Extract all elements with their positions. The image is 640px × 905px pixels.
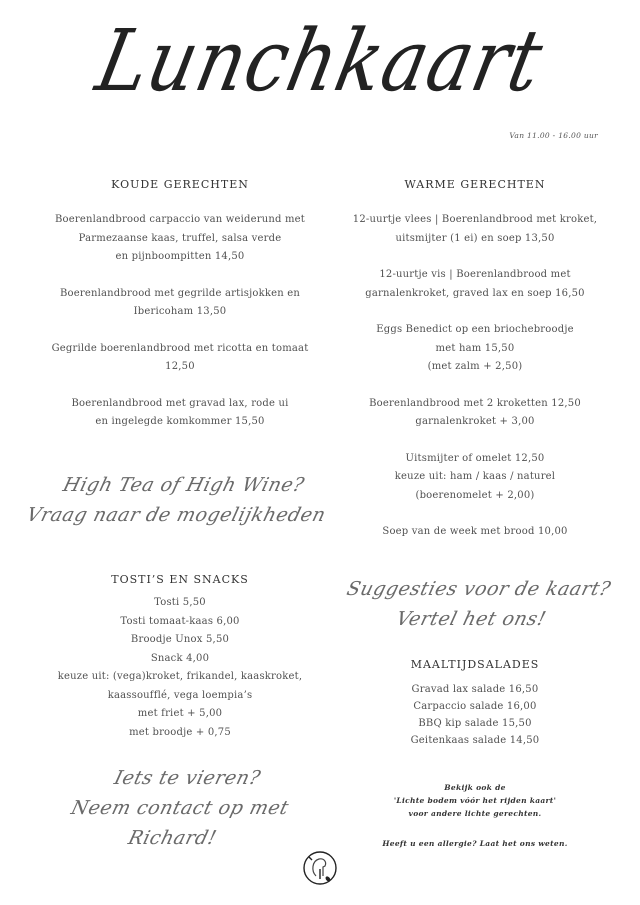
menu-item-line: uitsmijter (1 ei) en soep 13,50 xyxy=(395,232,555,244)
menu-item-line: 12-uurtje vlees | Boerenlandbrood met kroket, xyxy=(352,214,598,225)
menu-item xyxy=(30,340,330,377)
high-tea-callout xyxy=(23,470,338,530)
menu-item-line: kaassoufflé, vega loempia’s xyxy=(107,689,253,701)
menu-list xyxy=(30,594,330,742)
celebrate-callout xyxy=(19,763,341,853)
menu-item-line: Boerenlandbrood met gegrilde artisjokken en xyxy=(59,287,301,299)
menu-item xyxy=(30,285,330,322)
menu-item-line: Boerenlandbrood met 2 kroketten 12,50 xyxy=(369,397,581,409)
menu-item-line: Tosti 5,50 xyxy=(154,597,206,608)
menu-item-line: keuze uit: (vega)kroket, frikandel, kaaskroket, xyxy=(57,671,303,682)
menu-item xyxy=(320,266,630,303)
menu-item-line: Soep van de week met brood 10,00 xyxy=(382,526,568,537)
page-title: Lunchkaart xyxy=(88,11,552,111)
menu-item-line: Snack 4,00 xyxy=(150,652,210,664)
menu-item-line: Parmezaanse kaas, truffel, salsa verde xyxy=(78,232,282,244)
section-heading: WARME GERECHTEN xyxy=(404,178,546,191)
menu-item-line: en pijnboompitten 14,50 xyxy=(115,251,245,262)
menu-item-line: met broodje + 0,75 xyxy=(129,726,231,738)
menu-list xyxy=(320,681,630,749)
menu-item-line: Tosti tomaat-kaas 6,00 xyxy=(120,615,240,627)
light-menu-note xyxy=(320,781,630,850)
callout-line: Vraag naar de mogelijkheden xyxy=(24,504,329,526)
menu-item xyxy=(30,395,330,432)
section-tosti-snacks xyxy=(30,573,330,742)
opening-hours: Van 11.00 - 16.00 uur xyxy=(509,131,598,140)
menu-item-line: Carpaccio salade 16,00 xyxy=(413,701,537,712)
menu-item-line: BBQ kip salade 15,50 xyxy=(418,718,532,729)
menu-item-line: Ibericoham 13,50 xyxy=(133,306,227,317)
section-heading: TOSTI’S EN SNACKS xyxy=(111,573,249,586)
callout-line: Neem contact op met Richard! xyxy=(68,797,292,849)
allergy-note: Heeft u een allergie? Laat het ons weten. xyxy=(382,839,568,848)
menu-item-line: keuze uit: ham / kaas / naturel xyxy=(394,471,556,482)
section-warme-gerechten xyxy=(320,178,630,542)
menu-item-line: Gravad lax salade 16,50 xyxy=(411,684,539,695)
menu-item xyxy=(320,395,630,432)
menu-item-line: Boerenlandbrood met gravad lax, rode ui xyxy=(71,397,289,409)
menu-item xyxy=(320,321,630,377)
section-maaltijdsalades xyxy=(320,658,630,749)
section-koude-gerechten xyxy=(30,178,330,432)
menu-item-line: Gegrilde boerenlandbrood met ricotta en tomaat xyxy=(51,342,309,354)
note-line: Bekijk ook de xyxy=(444,783,506,792)
menu-item-line: garnalenkroket + 3,00 xyxy=(415,416,535,427)
menu-item-line: garnalenkroket, graved lax en soep 16,50 xyxy=(365,287,585,299)
menu-item-line: (boerenomelet + 2,00) xyxy=(415,489,535,501)
suggestions-callout xyxy=(313,574,638,634)
menu-item xyxy=(320,523,630,542)
menu-item-line: met friet + 5,00 xyxy=(137,708,223,719)
callout-line: Vertel het ons! xyxy=(394,608,549,630)
menu-item-line: Uitsmijter of omelet 12,50 xyxy=(405,452,545,464)
menu-item-line: (met zalm + 2,50) xyxy=(427,361,523,372)
menu-item-line: Eggs Benedict op een briochebroodje xyxy=(376,324,574,335)
menu-item-line: Broodje Unox 5,50 xyxy=(130,634,230,645)
callout-line: Suggesties voor de kaart? xyxy=(344,578,614,600)
menu-item-line: Geitenkaas salade 14,50 xyxy=(410,735,540,746)
note-line: 'Lichte bodem vóór het rijden kaart' xyxy=(393,796,557,805)
callout-line: Iets te vieren? xyxy=(112,767,263,789)
section-heading: KOUDE GERECHTEN xyxy=(111,178,249,191)
menu-item xyxy=(30,211,330,267)
menu-item-line: 12-uurtje vis | Boerenlandbrood met xyxy=(379,269,571,280)
menu-item-line: met ham 15,50 xyxy=(435,342,515,354)
menu-item xyxy=(320,211,630,248)
menu-item-line: en ingelegde komkommer 15,50 xyxy=(95,416,265,427)
callout-line: High Tea of High Wine? xyxy=(60,474,307,496)
menu-item xyxy=(320,450,630,506)
menu-item-line: 12,50 xyxy=(165,361,195,372)
section-heading: MAALTIJDSALADES xyxy=(410,658,540,671)
menu-item-line: Boerenlandbrood carpaccio van weiderund met xyxy=(54,214,306,225)
note-line: voor andere lichte gerechten. xyxy=(408,809,542,818)
horse-fork-spoon-logo-icon xyxy=(301,849,339,887)
